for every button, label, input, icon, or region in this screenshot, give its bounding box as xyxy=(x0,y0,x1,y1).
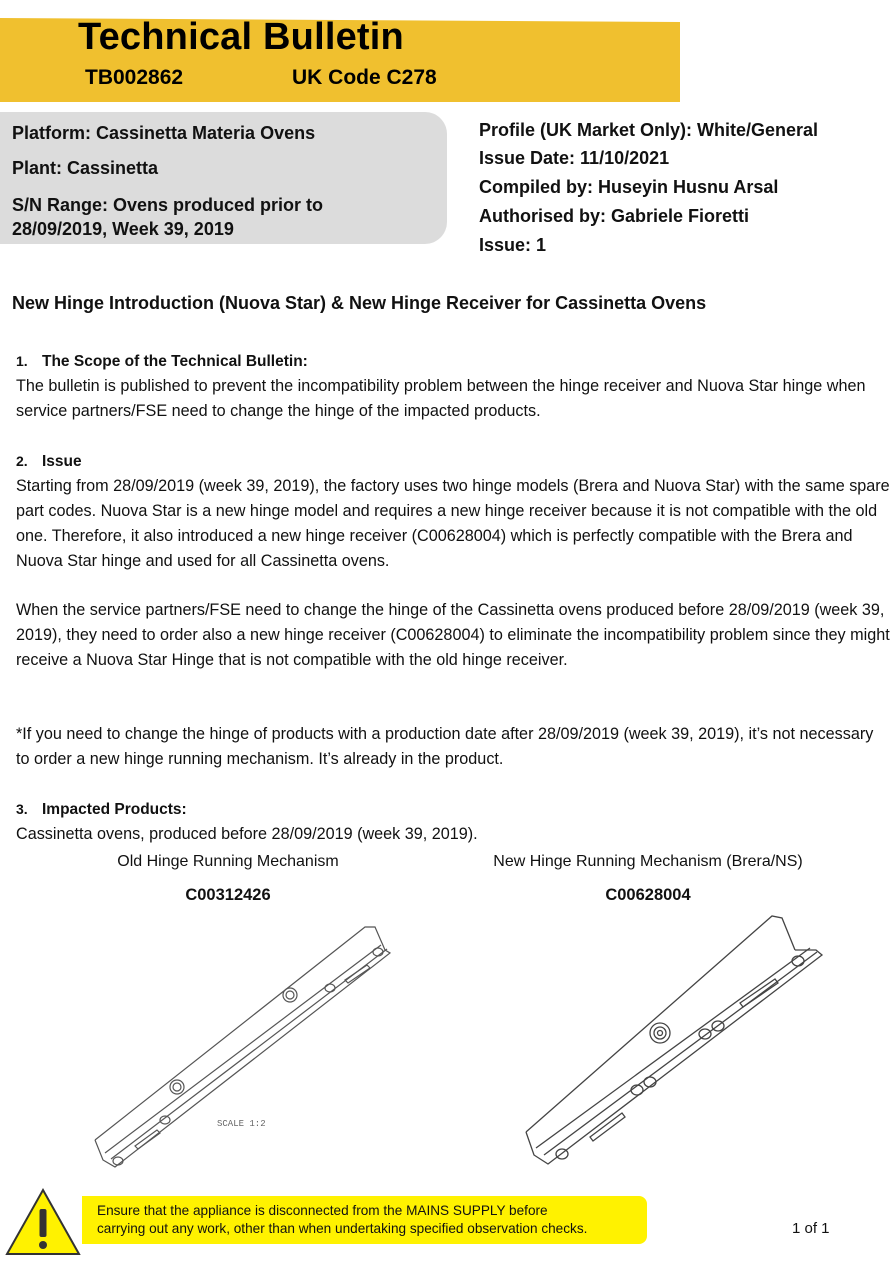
document-title: New Hinge Introduction (Nuova Star) & New Hinge Receiver for Cassinetta Ovens xyxy=(12,293,707,313)
old-part-number: C00312426 xyxy=(185,886,271,904)
section-2-heading xyxy=(16,453,82,471)
uk-code: UK Code C278 xyxy=(292,66,437,89)
section-3-heading xyxy=(16,801,187,819)
issue-number: Issue: 1 xyxy=(479,235,547,255)
section-2-paragraph-2: When the service partners/FSE need to change the hinge of the Cassinetta ovens produced before 28/09/2019 (week 39, 2019), they need to order also a new hinge receiver (C00628004) to eliminate the incompatibility problem since they might receive a Nuova Star Hinge that is not compatible with the old hinge receiver. xyxy=(16,601,890,669)
old-part-caption: Old Hinge Running Mechanism xyxy=(117,853,339,870)
section-3-paragraph: Cassinetta ovens, produced before 28/09/2019 (week 39, 2019). xyxy=(16,825,478,843)
platform-info-box xyxy=(0,112,447,244)
authorised-by: Authorised by: Gabriele Fioretti xyxy=(479,206,750,226)
compiled-by: Compiled by: Huseyin Husnu Arsal xyxy=(479,177,779,197)
new-hinge-rivet xyxy=(650,1023,670,1043)
page-number: 1 of 1 xyxy=(792,1220,830,1237)
section-number: 1. xyxy=(16,353,28,369)
section-title: Impacted Products: xyxy=(42,801,187,818)
bulletin-title: Technical Bulletin xyxy=(78,16,404,58)
new-part-number: C00628004 xyxy=(605,886,691,904)
section-title: Issue xyxy=(42,453,82,470)
old-hinge-slot xyxy=(345,965,370,983)
section-1-paragraph: The bulletin is published to prevent the incompatibility problem between the hinge receiver and Nuova Star hinge when service partners/FSE need to change the hinge of the impacted products. xyxy=(16,377,866,420)
platform-label: Platform: Cassinetta Materia Ovens xyxy=(12,123,316,143)
bulletin-code: TB002862 xyxy=(85,66,184,89)
sn-range-line1: S/N Range: Ovens produced prior to xyxy=(12,195,324,215)
new-hinge-back-wall xyxy=(526,916,795,1132)
warning-line-1: Ensure that the appliance is disconnected from the MAINS SUPPLY before xyxy=(97,1203,548,1218)
warning-line-2: carrying out any work, other than when undertaking specified observation checks. xyxy=(97,1221,588,1236)
warning-text xyxy=(97,1202,587,1238)
mains-warning-box xyxy=(82,1196,647,1244)
old-hinge-drawing xyxy=(85,915,405,1180)
section-2-paragraph-1: Starting from 28/09/2019 (week 39, 2019), the factory uses two hinge models (Brera and Nuova Star) with the same spare part codes. Nuova Star is a new hinge model and requires a new hinge receiver because it is not compatible with the old one. Therefore, it also introduced a new hinge receiver (C00628004) which is perfectly compatible with the Brera and Nuova Star hinge and used for all Cassinetta ovens. xyxy=(16,477,890,570)
warning-triangle-icon xyxy=(4,1187,82,1257)
section-number: 3. xyxy=(16,801,28,817)
section-2-paragraph-3: *If you need to change the hinge of products with a production date after 28/09/2019 (week 39, 2019), it’s not necessary to order a new hinge running mechanism. It’s already in the product. xyxy=(16,725,874,768)
old-hinge-back-wall xyxy=(95,927,385,1140)
plant-label: Plant: Cassinetta xyxy=(12,158,159,178)
section-title: The Scope of the Technical Bulletin: xyxy=(42,353,308,370)
section-number: 2. xyxy=(16,453,28,469)
new-hinge-drawing xyxy=(520,910,830,1175)
sn-range-line2: 28/09/2019, Week 39, 2019 xyxy=(12,219,234,239)
issue-date: Issue Date: 11/10/2021 xyxy=(479,148,670,168)
section-1-heading xyxy=(16,353,308,371)
old-hinge-rivet xyxy=(283,988,297,1002)
old-hinge-rivet xyxy=(170,1080,184,1094)
new-part-caption: New Hinge Running Mechanism (Brera/NS) xyxy=(493,853,803,870)
drawing-scale-note: SCALE 1:2 xyxy=(217,1119,266,1129)
old-hinge-slot xyxy=(135,1130,160,1149)
profile-label: Profile (UK Market Only): White/General xyxy=(479,120,819,140)
